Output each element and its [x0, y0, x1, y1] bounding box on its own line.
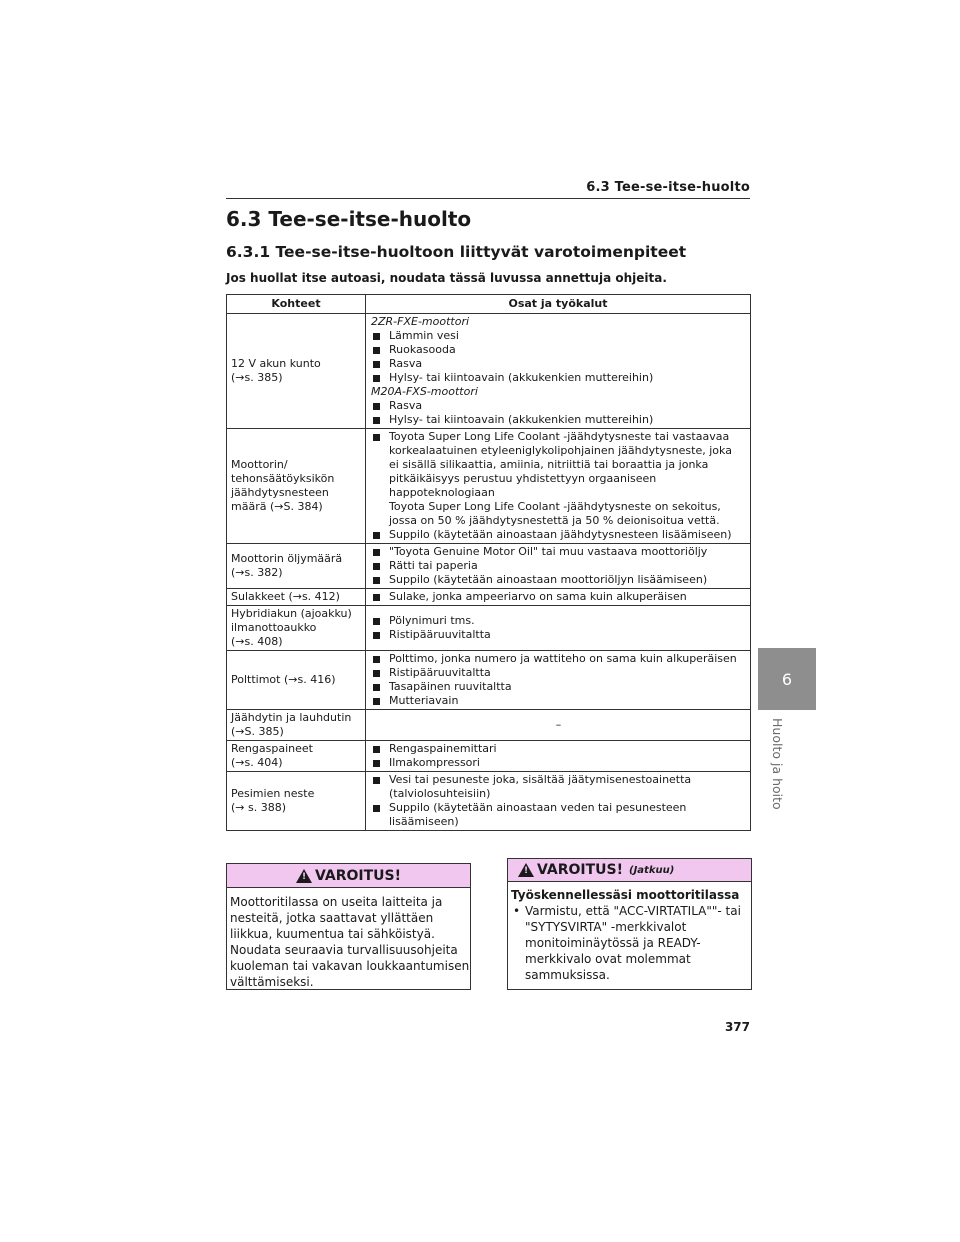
bullet-dot-icon: •	[513, 904, 521, 918]
engine-subtitle: M20A-FXS-moottori	[371, 385, 478, 398]
table-cell-item	[227, 314, 366, 429]
list-item	[371, 343, 746, 357]
square-bullet-icon	[373, 563, 380, 570]
warning-continued-label: (Jatkuu)	[629, 864, 675, 876]
table-cell-tools	[366, 544, 751, 589]
list-item	[371, 528, 746, 542]
warning-bullet-line: merkkivalo ovat molemmat	[525, 952, 691, 966]
list-item-line: Toyota Super Long Life Coolant -jäähdytysneste tai vastaavaa	[389, 430, 730, 443]
list-item-text	[389, 573, 707, 587]
column-header-tools: Osat ja työkalut	[366, 295, 751, 314]
list-item-text	[389, 590, 687, 604]
item-line: Moottorin/	[231, 458, 288, 471]
table-cell-tools	[366, 429, 751, 544]
square-bullet-icon	[373, 746, 380, 753]
table-cell-item	[227, 429, 366, 544]
list-item	[371, 590, 746, 604]
square-bullet-icon	[373, 684, 380, 691]
list-item-text	[389, 742, 497, 756]
table-cell-item	[227, 606, 366, 651]
list-item-line: Hylsy- tai kiintoavain (akkukenkien muttereihin)	[389, 371, 654, 384]
list-item-text	[389, 628, 491, 642]
list-item-line: "Toyota Genuine Motor Oil" tai muu vastaava moottoriöljy	[389, 545, 708, 558]
table-row	[227, 651, 751, 710]
list-item	[371, 357, 746, 371]
list-item	[371, 573, 746, 587]
column-header-items: Kohteet	[227, 295, 366, 314]
list-item	[371, 559, 746, 573]
list-item-line: Ruokasooda	[389, 343, 456, 356]
table-row	[227, 314, 751, 429]
warning-box	[226, 863, 471, 990]
intro-text: Jos huollat itse autoasi, noudata tässä luvussa annettuja ohjeita.	[226, 271, 667, 285]
warning-triangle-icon	[296, 869, 312, 883]
table-cell-item	[227, 651, 366, 710]
list-item-text	[389, 801, 686, 829]
list-item-line: Lämmin vesi	[389, 329, 459, 342]
list-item	[371, 430, 746, 528]
list-item	[371, 652, 746, 666]
item-line: Rengaspaineet	[231, 742, 313, 755]
warning-title: VAROITUS!	[537, 862, 623, 878]
table-row	[227, 710, 751, 741]
empty-dash: –	[555, 718, 562, 731]
list-item-line: Ristipääruuvitaltta	[389, 628, 491, 641]
warning-body	[508, 882, 751, 988]
square-bullet-icon	[373, 632, 380, 639]
table-row	[227, 544, 751, 589]
chapter-number: 6	[781, 670, 793, 689]
list-item-text	[389, 430, 732, 528]
header-rule	[226, 198, 750, 199]
warning-subheading: Työskennellessäsi moottoritilassa	[511, 888, 740, 902]
running-header-title: 6.3 Tee-se-itse-huolto	[586, 180, 750, 195]
list-item-line: Pölynimuri tms.	[389, 614, 475, 627]
engine-subtitle: 2ZR-FXE-moottori	[371, 315, 470, 328]
page-title: 6.3 Tee-se-itse-huolto	[226, 207, 472, 231]
list-item-text	[389, 371, 653, 385]
item-line: jäähdytysnesteen	[231, 486, 329, 499]
chapter-label: Huolto ja hoito	[770, 718, 785, 810]
list-item-line: Rengaspainemittari	[389, 742, 497, 755]
table-cell-item	[227, 544, 366, 589]
square-bullet-icon	[373, 532, 380, 539]
list-item-text	[389, 545, 707, 559]
list-item-text	[389, 694, 458, 708]
list-item-line: Vesi tai pesuneste joka, sisältää jäätymisenestoainetta	[389, 773, 692, 786]
square-bullet-icon	[373, 670, 380, 677]
list-item-line: jossa on 50 % jäähdytysnestettä ja 50 % deionisoitua vettä.	[389, 514, 720, 527]
list-item	[371, 614, 746, 628]
list-item-text	[389, 773, 691, 801]
list-item	[371, 773, 746, 801]
list-item-line: ei sisällä silikaattia, amiinia, nitriittiä tai boraattia ja jonka	[389, 458, 709, 471]
list-item	[371, 680, 746, 694]
warning-bullet-line: sammuksissa.	[525, 968, 610, 982]
list-item-line: korkealaatuinen etyleeniglykolipohjainen jäähdytysneste, joka	[389, 444, 732, 457]
item-line: Jäähdytin ja lauhdutin	[231, 711, 352, 724]
list-item	[371, 756, 746, 770]
warning-line: välttämiseksi.	[230, 975, 314, 989]
list-item	[371, 666, 746, 680]
square-bullet-icon	[373, 618, 380, 625]
list-item-text	[389, 329, 459, 343]
list-item-line: Ristipääruuvitaltta	[389, 666, 491, 679]
square-bullet-icon	[373, 375, 380, 382]
list-item-line: Ilmakompressori	[389, 756, 480, 769]
list-item-text	[389, 614, 475, 628]
table-row	[227, 429, 751, 544]
list-item-line: (talviolosuhteisiin)	[389, 787, 491, 800]
square-bullet-icon	[373, 594, 380, 601]
warning-bullet-item	[511, 903, 748, 983]
list-item-text	[389, 680, 512, 694]
warning-bullet-line: Varmistu, että "ACC-VIRTATILA""- tai	[525, 904, 741, 918]
list-item-text	[389, 528, 732, 542]
table-cell-item	[227, 772, 366, 831]
list-item-text	[389, 652, 737, 666]
list-item-text	[389, 343, 456, 357]
table-cell-item	[227, 741, 366, 772]
warning-line: Noudata seuraavia turvallisuusohjeita	[230, 943, 458, 957]
square-bullet-icon	[373, 656, 380, 663]
list-item-line: happoteknologiaan	[389, 486, 495, 499]
square-bullet-icon	[373, 361, 380, 368]
list-item	[371, 628, 746, 642]
item-line: (→S. 385)	[231, 725, 284, 738]
list-item-line: Toyota Super Long Life Coolant -jäähdytysneste on sekoitus,	[389, 500, 721, 513]
warning-line: kuoleman tai vakavan loukkaantumisen	[230, 959, 470, 973]
item-line: Pesimien neste	[231, 787, 315, 800]
warning-box-continued	[507, 858, 752, 990]
page-number: 377	[724, 1020, 750, 1034]
list-item	[371, 694, 746, 708]
section-subtitle: 6.3.1 Tee-se-itse-huoltoon liittyvät varotoimenpiteet	[226, 243, 687, 261]
table-cell-tools	[366, 710, 751, 741]
item-line: tehonsäätöyksikön	[231, 472, 335, 485]
warning-bullet-line: monitoiminäytössä ja READY-	[525, 936, 701, 950]
square-bullet-icon	[373, 333, 380, 340]
list-item-text	[389, 357, 422, 371]
item-line: ilmanottoaukko	[231, 621, 317, 634]
list-item	[371, 545, 746, 559]
list-item-line: Polttimo, jonka numero ja wattiteho on sama kuin alkuperäisen	[389, 652, 737, 665]
square-bullet-icon	[373, 760, 380, 767]
list-item-line: Tasapäinen ruuvitaltta	[389, 680, 512, 693]
warning-line: Moottoritilassa on useita laitteita ja	[230, 895, 443, 909]
square-bullet-icon	[373, 698, 380, 705]
table-header-row	[227, 295, 751, 314]
warning-line: liikkua, kuumentua tai sähköistyä.	[230, 927, 435, 941]
list-item	[371, 329, 746, 343]
item-line: (→s. 385)	[231, 371, 283, 384]
square-bullet-icon	[373, 805, 380, 812]
list-item-line: Mutteriavain	[389, 694, 459, 707]
list-item-text	[389, 559, 478, 573]
warning-title: VAROITUS!	[315, 867, 401, 884]
square-bullet-icon	[373, 577, 380, 584]
item-line: Sulakkeet (→s. 412)	[231, 590, 340, 603]
table-cell-tools	[366, 741, 751, 772]
table-cell-tools	[366, 314, 751, 429]
item-line: Hybridiakun (ajoakku)	[231, 607, 352, 620]
item-line: (→ s. 388)	[231, 801, 287, 814]
list-item-text	[389, 399, 422, 413]
list-item-line: Rasva	[389, 357, 423, 370]
list-item-line: Rätti tai paperia	[389, 559, 478, 572]
table-cell-tools	[366, 772, 751, 831]
table-body	[227, 314, 751, 831]
table-cell-tools	[366, 651, 751, 710]
table-row	[227, 741, 751, 772]
warning-bullet-line: "SYTYSVIRTA" -merkkivalot	[525, 920, 687, 934]
table-cell-tools	[366, 606, 751, 651]
table-cell-item	[227, 710, 366, 741]
warning-header	[227, 864, 470, 888]
warning-header	[508, 859, 751, 882]
list-item-line: Rasva	[389, 399, 423, 412]
list-item-line: lisäämiseen)	[389, 815, 459, 828]
parts-and-tools-table	[226, 294, 751, 831]
list-item	[371, 413, 746, 427]
item-line: Polttimot (→s. 416)	[231, 673, 336, 686]
item-line: 12 V akun kunto	[231, 357, 321, 370]
square-bullet-icon	[373, 347, 380, 354]
square-bullet-icon	[373, 549, 380, 556]
list-item-text	[389, 756, 480, 770]
list-item-line: Hylsy- tai kiintoavain (akkukenkien muttereihin)	[389, 413, 654, 426]
square-bullet-icon	[373, 403, 380, 410]
list-item-line: Sulake, jonka ampeeriarvo on sama kuin alkuperäisen	[389, 590, 687, 603]
square-bullet-icon	[373, 777, 380, 784]
list-item	[371, 399, 746, 413]
list-item	[371, 742, 746, 756]
table-row	[227, 606, 751, 651]
item-line: (→s. 408)	[231, 635, 283, 648]
list-item-line: Suppilo (käytetään ainoastaan moottoriöljyn lisäämiseen)	[389, 573, 708, 586]
table-cell-tools	[366, 589, 751, 606]
list-item	[371, 371, 746, 385]
list-item-line: pitkäikäisyys perustuu yhdistettyyn orgaaniseen	[389, 472, 657, 485]
table-row	[227, 589, 751, 606]
warning-triangle-icon	[518, 863, 534, 877]
list-item	[371, 801, 746, 829]
list-item-text	[389, 666, 491, 680]
square-bullet-icon	[373, 417, 380, 424]
square-bullet-icon	[373, 434, 380, 441]
table-cell-item	[227, 589, 366, 606]
item-line: Moottorin öljymäärä	[231, 552, 343, 565]
table-row	[227, 772, 751, 831]
warning-line: nesteitä, jotka saattavat yllättäen	[230, 911, 434, 925]
list-item-text	[389, 413, 653, 427]
list-item-line: Suppilo (käytetään ainoastaan jäähdytysnesteen lisäämiseen)	[389, 528, 732, 541]
list-item-line: Suppilo (käytetään ainoastaan veden tai pesunesteen	[389, 801, 687, 814]
item-line: (→s. 404)	[231, 756, 283, 769]
item-line: määrä (→S. 384)	[231, 500, 323, 513]
item-line: (→s. 382)	[231, 566, 283, 579]
warning-body	[227, 888, 470, 996]
